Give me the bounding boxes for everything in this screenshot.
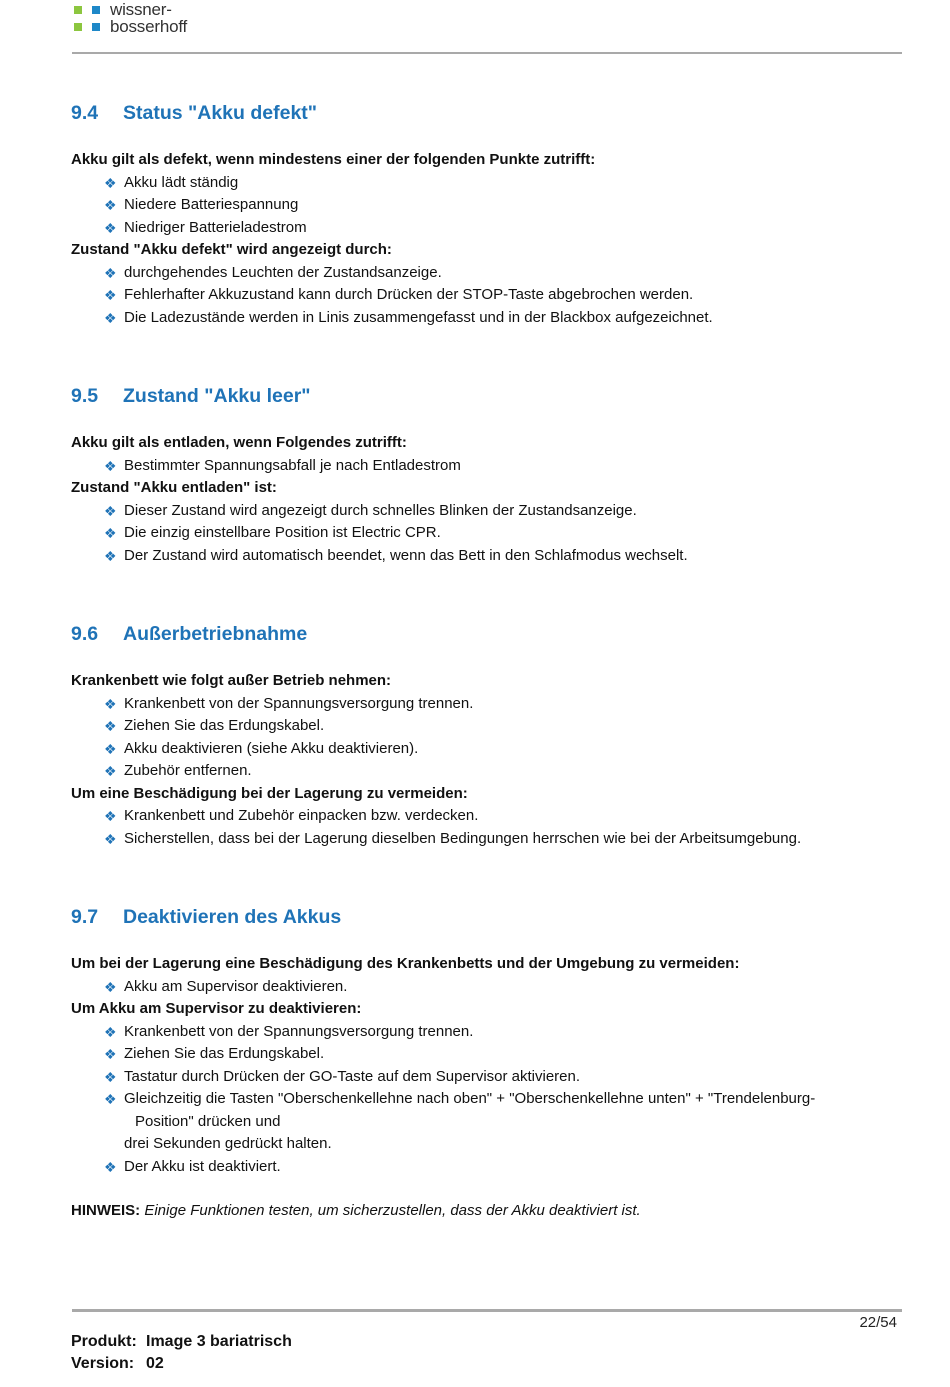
section-lead: Akku gilt als defekt, wenn mindestens einer der folgenden Punkte zutrifft: (71, 151, 596, 168)
diamond-bullet-icon: ❖ (104, 1068, 117, 1085)
page-number: 22/54 (859, 1314, 897, 1331)
diamond-bullet-icon: ❖ (104, 219, 117, 236)
diamond-bullet-icon: ❖ (104, 525, 117, 541)
list-item: ❖ Krankenbett und Zubehör einpacken bzw. verdecken. (71, 805, 901, 828)
section-lead: Um Akku am Supervisor zu deaktivieren: (71, 1000, 362, 1017)
diamond-bullet-icon: ❖ (104, 309, 117, 326)
list-item: ❖ Zubehör entfernen. (71, 760, 901, 783)
version-label: Version: (71, 1355, 135, 1372)
list-item: ❖ Sicherstellen, dass bei der Lagerung dieselben Bedingungen herrschen wie bei der Arbeitsumgebung. (71, 828, 901, 851)
diamond-bullet-icon: ❖ (104, 264, 117, 281)
list-item: ❖ Dieser Zustand wird angezeigt durch schnelles Blinken der Zustandsanzeige. (71, 500, 901, 523)
section-heading: 9.4 Status "Akku defekt" (71, 102, 318, 124)
list-item: ❖ Niedriger Batterieladestrom (71, 217, 901, 240)
version-value: 02 (146, 1355, 164, 1372)
section-lead: Zustand "Akku defekt" wird angezeigt durch: (71, 241, 392, 258)
section-lead: Zustand "Akku entladen" ist: (71, 479, 277, 496)
logo-text-line2: bosserhoff (110, 17, 188, 36)
list-item: ❖ Ziehen Sie das Erdungskabel. (71, 715, 901, 738)
diamond-bullet-icon: ❖ (104, 457, 117, 474)
section-heading: 9.5 Zustand "Akku leer" (71, 385, 311, 407)
diamond-bullet-icon: ❖ (104, 740, 117, 757)
list-item: ❖ Gleichzeitig die Tasten "Oberschenkellehne nach oben" + "Oberschenkellehne unten" + "Trendelenburg- Position" drücken und drei Sekunden gedrückt halten. (104, 1090, 816, 1152)
logo-text-line1: wissner- (110, 0, 172, 19)
list-item: ❖ Tastatur durch Drücken der GO-Taste auf dem Supervisor aktivieren. (71, 1066, 901, 1089)
diamond-bullet-icon: ❖ (104, 1046, 117, 1062)
diamond-bullet-icon: ❖ (104, 1091, 117, 1107)
diamond-bullet-icon: ❖ (104, 718, 117, 734)
list-item: ❖ Ziehen Sie das Erdungskabel. (71, 1043, 901, 1066)
diamond-bullet-icon: ❖ (104, 830, 117, 847)
list-item: ❖ Die Ladezustände werden in Linis zusammengefasst und in der Blackbox aufgezeichnet. (71, 307, 901, 330)
diamond-bullet-icon: ❖ (104, 502, 117, 519)
footer-divider (72, 1309, 902, 1312)
section-heading: 9.7 Deaktivieren des Akkus (71, 906, 342, 928)
section-lead: Um eine Beschädigung bei der Lagerung zu vermeiden: (71, 784, 468, 802)
footer-info (71, 1331, 292, 1375)
header-divider (72, 52, 902, 54)
section-lead: Um bei der Lagerung eine Beschädigung des Krankenbetts und der Umgebung zu vermeiden: (71, 955, 740, 972)
diamond-bullet-icon: ❖ (104, 1023, 117, 1040)
note: HINWEIS: Einige Funktionen testen, um sicherzustellen, dass der Akku deaktiviert ist. (71, 1202, 641, 1219)
diamond-bullet-icon: ❖ (104, 763, 117, 779)
list-item: ❖ Krankenbett von der Spannungsversorgung trennen. (71, 1021, 901, 1044)
logo-blue-square-icon (92, 23, 100, 31)
list-item: ❖ durchgehendes Leuchten der Zustandsanzeige. (71, 262, 901, 285)
section-lead: Krankenbett wie folgt außer Betrieb nehmen: (71, 672, 392, 689)
list-item: ❖ Der Akku ist deaktiviert. (71, 1156, 901, 1179)
diamond-bullet-icon: ❖ (104, 174, 117, 191)
list-item: ❖ Bestimmter Spannungsabfall je nach Entladestrom (71, 455, 901, 478)
diamond-bullet-icon: ❖ (104, 1158, 117, 1175)
list-item: ❖ Akku lädt ständig (71, 172, 901, 195)
product-value: Image 3 bariatrisch (146, 1333, 292, 1350)
product-label: Produkt: (71, 1333, 137, 1350)
list-item: ❖ Akku am Supervisor deaktivieren. (71, 976, 901, 999)
logo-green-square-icon (74, 6, 82, 14)
logo-blue-square-icon (92, 6, 100, 14)
section-lead: Akku gilt als entladen, wenn Folgendes zutrifft: (71, 434, 407, 451)
list-item: ❖ Akku deaktivieren (siehe Akku deaktivieren). (71, 738, 901, 761)
list-item: ❖ Niedere Batteriespannung (71, 194, 901, 217)
diamond-bullet-icon: ❖ (104, 547, 117, 564)
logo-green-square-icon (74, 23, 82, 31)
section-heading: 9.6 Außerbetriebnahme (71, 623, 308, 645)
diamond-bullet-icon: ❖ (104, 808, 117, 824)
diamond-bullet-icon: ❖ (104, 197, 117, 213)
page-content (71, 98, 901, 1223)
list-item: ❖ Krankenbett von der Spannungsversorgung trennen. (71, 693, 901, 716)
list-item: ❖ Der Zustand wird automatisch beendet, wenn das Bett in den Schlafmodus wechselt. (71, 545, 901, 568)
diamond-bullet-icon: ❖ (104, 978, 117, 995)
list-item: ❖ Fehlerhafter Akkuzustand kann durch Drücken der STOP-Taste abgebrochen werden. (71, 284, 901, 307)
diamond-bullet-icon: ❖ (104, 695, 117, 712)
diamond-bullet-icon: ❖ (104, 287, 117, 303)
list-item: ❖ Die einzig einstellbare Position ist Electric CPR. (71, 522, 901, 545)
